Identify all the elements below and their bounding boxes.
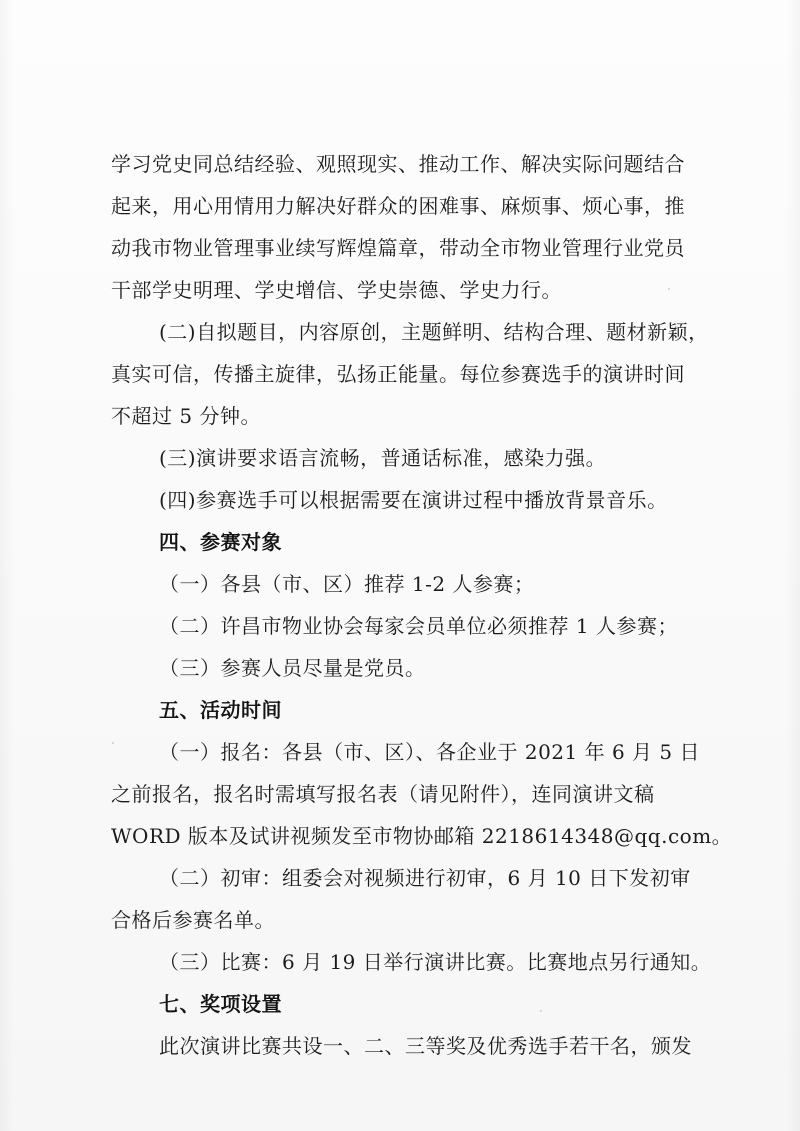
body-paragraph-line: 之前报名，报名时需填写报名表（请见附件），连同演讲文稿	[111, 782, 655, 806]
body-paragraph-line: （三）比赛：6 月 19 日举行演讲比赛。比赛地点另行通知。	[159, 950, 712, 974]
list-item-line: （一）各县（市、区）推荐 1-2 人参赛；	[159, 572, 535, 596]
body-paragraph-line: （二）初审：组委会对视频进行初审，6 月 10 日下发初审	[159, 866, 691, 890]
list-item-line: （三）参赛人员尽量是党员。	[159, 656, 426, 680]
body-paragraph-line: (四)参赛选手可以根据需要在演讲过程中播放背景音乐。	[159, 488, 668, 512]
body-paragraph-line: 动我市物业管理事业续写辉煌篇章，带动全市物业管理行业党员	[111, 236, 685, 260]
body-paragraph-line: WORD 版本及试讲视频发至市物协邮箱 2218614348@qq.com。	[111, 824, 733, 848]
scan-speck	[112, 742, 114, 744]
section-heading: 七、奖项设置	[159, 992, 282, 1016]
body-paragraph-line: 合格后参赛名单。	[111, 908, 275, 932]
scan-edge-left	[0, 0, 14, 1131]
body-paragraph-line: 不超过 5 分钟。	[111, 404, 261, 428]
body-paragraph-line: (二)自拟题目，内容原创，主题鲜明、结构合理、题材新颖，	[159, 320, 709, 344]
list-item-line: （二）许昌市物业协会每家会员单位必须推荐 1 人参赛；	[159, 614, 678, 638]
body-paragraph-line: 学习党史同总结经验、观照现实、推动工作、解决实际问题结合	[111, 152, 685, 176]
scan-speck	[668, 288, 670, 290]
body-paragraph-line: 真实可信，传播主旋律，弘扬正能量。每位参赛选手的演讲时间	[111, 362, 685, 386]
body-paragraph-line: 干部学史明理、学史增信、学史崇德、学史力行。	[111, 278, 562, 302]
section-heading: 五、活动时间	[159, 698, 282, 722]
section-heading: 四、参赛对象	[159, 530, 282, 554]
body-paragraph-line: (三)演讲要求语言流畅，普通话标准，感染力强。	[159, 446, 607, 470]
body-paragraph-line: （一）报名：各县（市、区）、各企业于 2021 年 6 月 5 日	[159, 740, 700, 764]
scan-speck	[540, 1010, 542, 1012]
body-paragraph-line: 起来，用心用情用力解决好群众的困难事、麻烦事、烦心事，推	[111, 194, 685, 218]
scan-edge-right	[786, 0, 800, 1131]
body-paragraph-line: 此次演讲比赛共设一、二、三等奖及优秀选手若干名，颁发	[159, 1034, 692, 1058]
